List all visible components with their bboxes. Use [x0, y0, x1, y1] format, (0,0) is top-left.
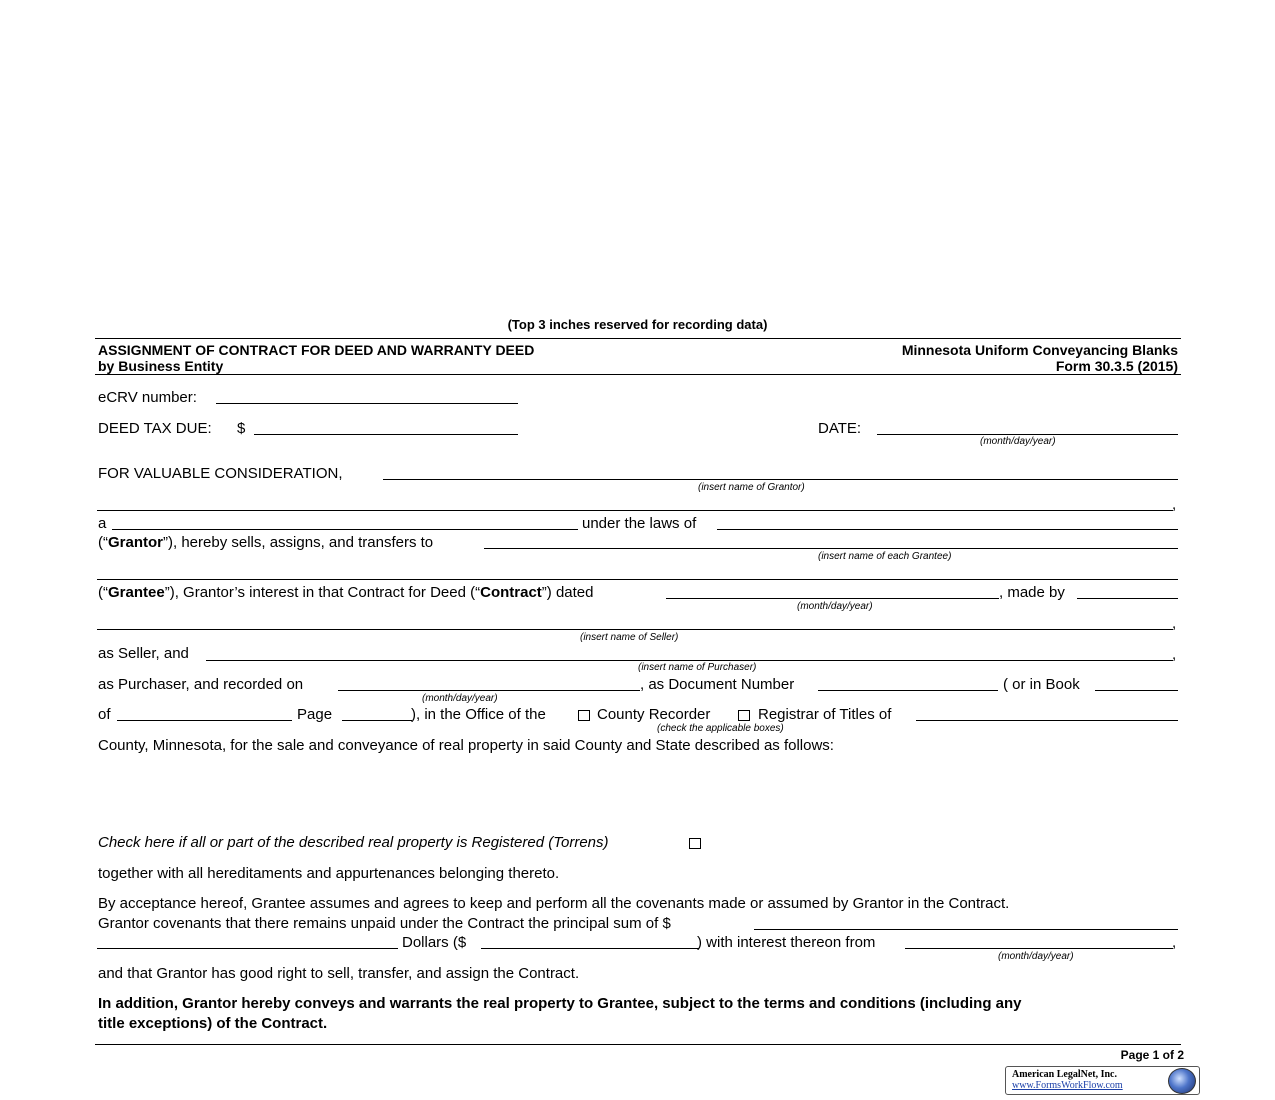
date-label: DATE:	[818, 420, 862, 437]
contract-date-field[interactable]	[666, 598, 999, 599]
addition-text-line2: title exceptions) of the Contract.	[98, 1015, 328, 1032]
form-series: Minnesota Uniform Conveyancing Blanks	[901, 342, 1178, 358]
unpaid-principal-label: Grantor covenants that there remains unpaid under the Contract the principal sum of $	[98, 915, 671, 932]
entity-a-label: a	[98, 515, 107, 532]
form-subtitle: by Business Entity	[98, 358, 224, 374]
contract-date-caption: (month/day/year)	[797, 601, 873, 612]
purchaser-caption: (insert name of Purchaser)	[638, 662, 757, 673]
interest-date-caption: (month/day/year)	[998, 951, 1074, 962]
document-number-field[interactable]	[818, 690, 998, 691]
entity-type-field[interactable]	[112, 529, 578, 530]
hereditaments-text: together with all hereditaments and appurtenances belonging thereto.	[98, 865, 560, 882]
interest-line-comma: ,	[1172, 934, 1177, 951]
grantee-bold: Grantee	[108, 584, 165, 601]
good-right-text: and that Grantor has good right to sell, transfer, and assign the Contract.	[98, 965, 580, 982]
recording-reserved-note: (Top 3 inches reserved for recording data)	[507, 317, 768, 332]
deed-tax-label: DEED TAX DUE:	[98, 420, 212, 437]
seller-line-comma: ,	[1172, 615, 1177, 632]
boxes-caption: (check the applicable boxes)	[657, 723, 784, 734]
torrens-label: Check here if all or part of the described real property is Registered (Torrens)	[98, 834, 609, 851]
as-seller-label: as Seller, and	[98, 645, 189, 662]
book-label: ( or in Book	[1003, 676, 1080, 693]
seller-name-field[interactable]	[1077, 598, 1178, 599]
header-bottom-rule	[95, 374, 1181, 375]
principal-sum-words-field-line2[interactable]	[97, 948, 398, 949]
county-sentence: County, Minnesota, for the sale and conveyance of real property in said County and State described as follows:	[98, 737, 834, 754]
purchaser-line-comma: ,	[1172, 646, 1177, 663]
grantor-caption: (insert name of Grantor)	[698, 482, 805, 493]
torrens-checkbox[interactable]	[689, 838, 701, 849]
page-label: Page	[297, 706, 333, 723]
registrar-of-titles-checkbox[interactable]	[738, 710, 750, 721]
page-indicator: Page 1 of 2	[1120, 1048, 1184, 1062]
globe-icon	[1168, 1068, 1196, 1094]
legal-description-area[interactable]	[98, 758, 1178, 830]
registrar-label: Registrar of Titles of	[758, 706, 892, 723]
document-number-label: , as Document Number	[640, 676, 795, 693]
ecrv-number-field[interactable]	[216, 403, 518, 404]
american-legalnet-logo[interactable]	[1005, 1066, 1200, 1095]
deed-tax-field[interactable]	[254, 434, 518, 435]
interest-date-field[interactable]	[905, 948, 1173, 949]
ecrv-label: eCRV number:	[98, 389, 197, 406]
grantor-name-field[interactable]	[383, 479, 1178, 480]
grantee-definition: (“Grantee”), Grantor’s interest in that Contract for Deed (“Contract”) dated	[98, 584, 594, 601]
book-field[interactable]	[1095, 690, 1178, 691]
office-label: ), in the Office of the	[411, 706, 546, 723]
recorded-date-caption: (month/day/year)	[422, 693, 498, 704]
dollars-label: Dollars ($	[402, 934, 467, 951]
grantee-caption: (insert name of each Grantee)	[818, 551, 952, 562]
county-recorder-checkbox[interactable]	[578, 710, 590, 721]
book-number-field[interactable]	[117, 720, 292, 721]
footer-rule	[95, 1044, 1181, 1045]
addition-text-line1: In addition, Grantor hereby conveys and warrants the real property to Grantee, subject to the terms and conditions (including any	[98, 995, 1022, 1012]
consideration-label: FOR VALUABLE CONSIDERATION,	[98, 465, 343, 482]
as-purchaser-label: as Purchaser, and recorded on	[98, 676, 304, 693]
grantor-bold: Grantor	[108, 534, 164, 551]
deed-tax-dollar-sign: $	[237, 420, 246, 437]
grantee-name-field-line2[interactable]	[97, 579, 1178, 580]
seller-name-field-line2[interactable]	[97, 629, 1173, 630]
of-label: of	[98, 706, 111, 723]
county-name-field[interactable]	[916, 720, 1178, 721]
interest-label: ) with interest thereon from	[697, 934, 876, 951]
contract-bold: Contract	[480, 584, 542, 601]
grantor-line-comma: ,	[1172, 496, 1177, 513]
principal-sum-amount-field[interactable]	[481, 948, 699, 949]
county-recorder-label: County Recorder	[597, 706, 711, 723]
form-number: Form 30.3.5 (2015)	[1055, 358, 1178, 374]
purchaser-name-field[interactable]	[206, 660, 1173, 661]
grantee-name-field[interactable]	[484, 548, 1178, 549]
page-number-field[interactable]	[342, 720, 412, 721]
seller-caption: (insert name of Seller)	[580, 632, 679, 643]
acceptance-text: By acceptance hereof, Grantee assumes and agrees to keep and perform all the covenants made or assumed by Grantor in the Contract.	[98, 895, 1010, 912]
header-top-rule	[95, 338, 1181, 339]
recorded-date-field[interactable]	[338, 690, 640, 691]
principal-sum-words-field[interactable]	[754, 929, 1178, 930]
grantor-name-field-line2[interactable]	[97, 510, 1173, 511]
grantor-definition: (“Grantor”), hereby sells, assigns, and transfers to	[98, 534, 434, 551]
entity-state-field[interactable]	[717, 529, 1178, 530]
date-caption: (month/day/year)	[980, 436, 1056, 447]
logo-company-name: American LegalNet, Inc.	[1012, 1069, 1117, 1080]
made-by-label: , made by	[999, 584, 1065, 601]
date-field[interactable]	[877, 434, 1178, 435]
form-title: ASSIGNMENT OF CONTRACT FOR DEED AND WARRANTY DEED	[98, 342, 535, 358]
logo-url-link[interactable]: www.FormsWorkFlow.com	[1012, 1080, 1123, 1091]
under-laws-label: under the laws of	[582, 515, 697, 532]
